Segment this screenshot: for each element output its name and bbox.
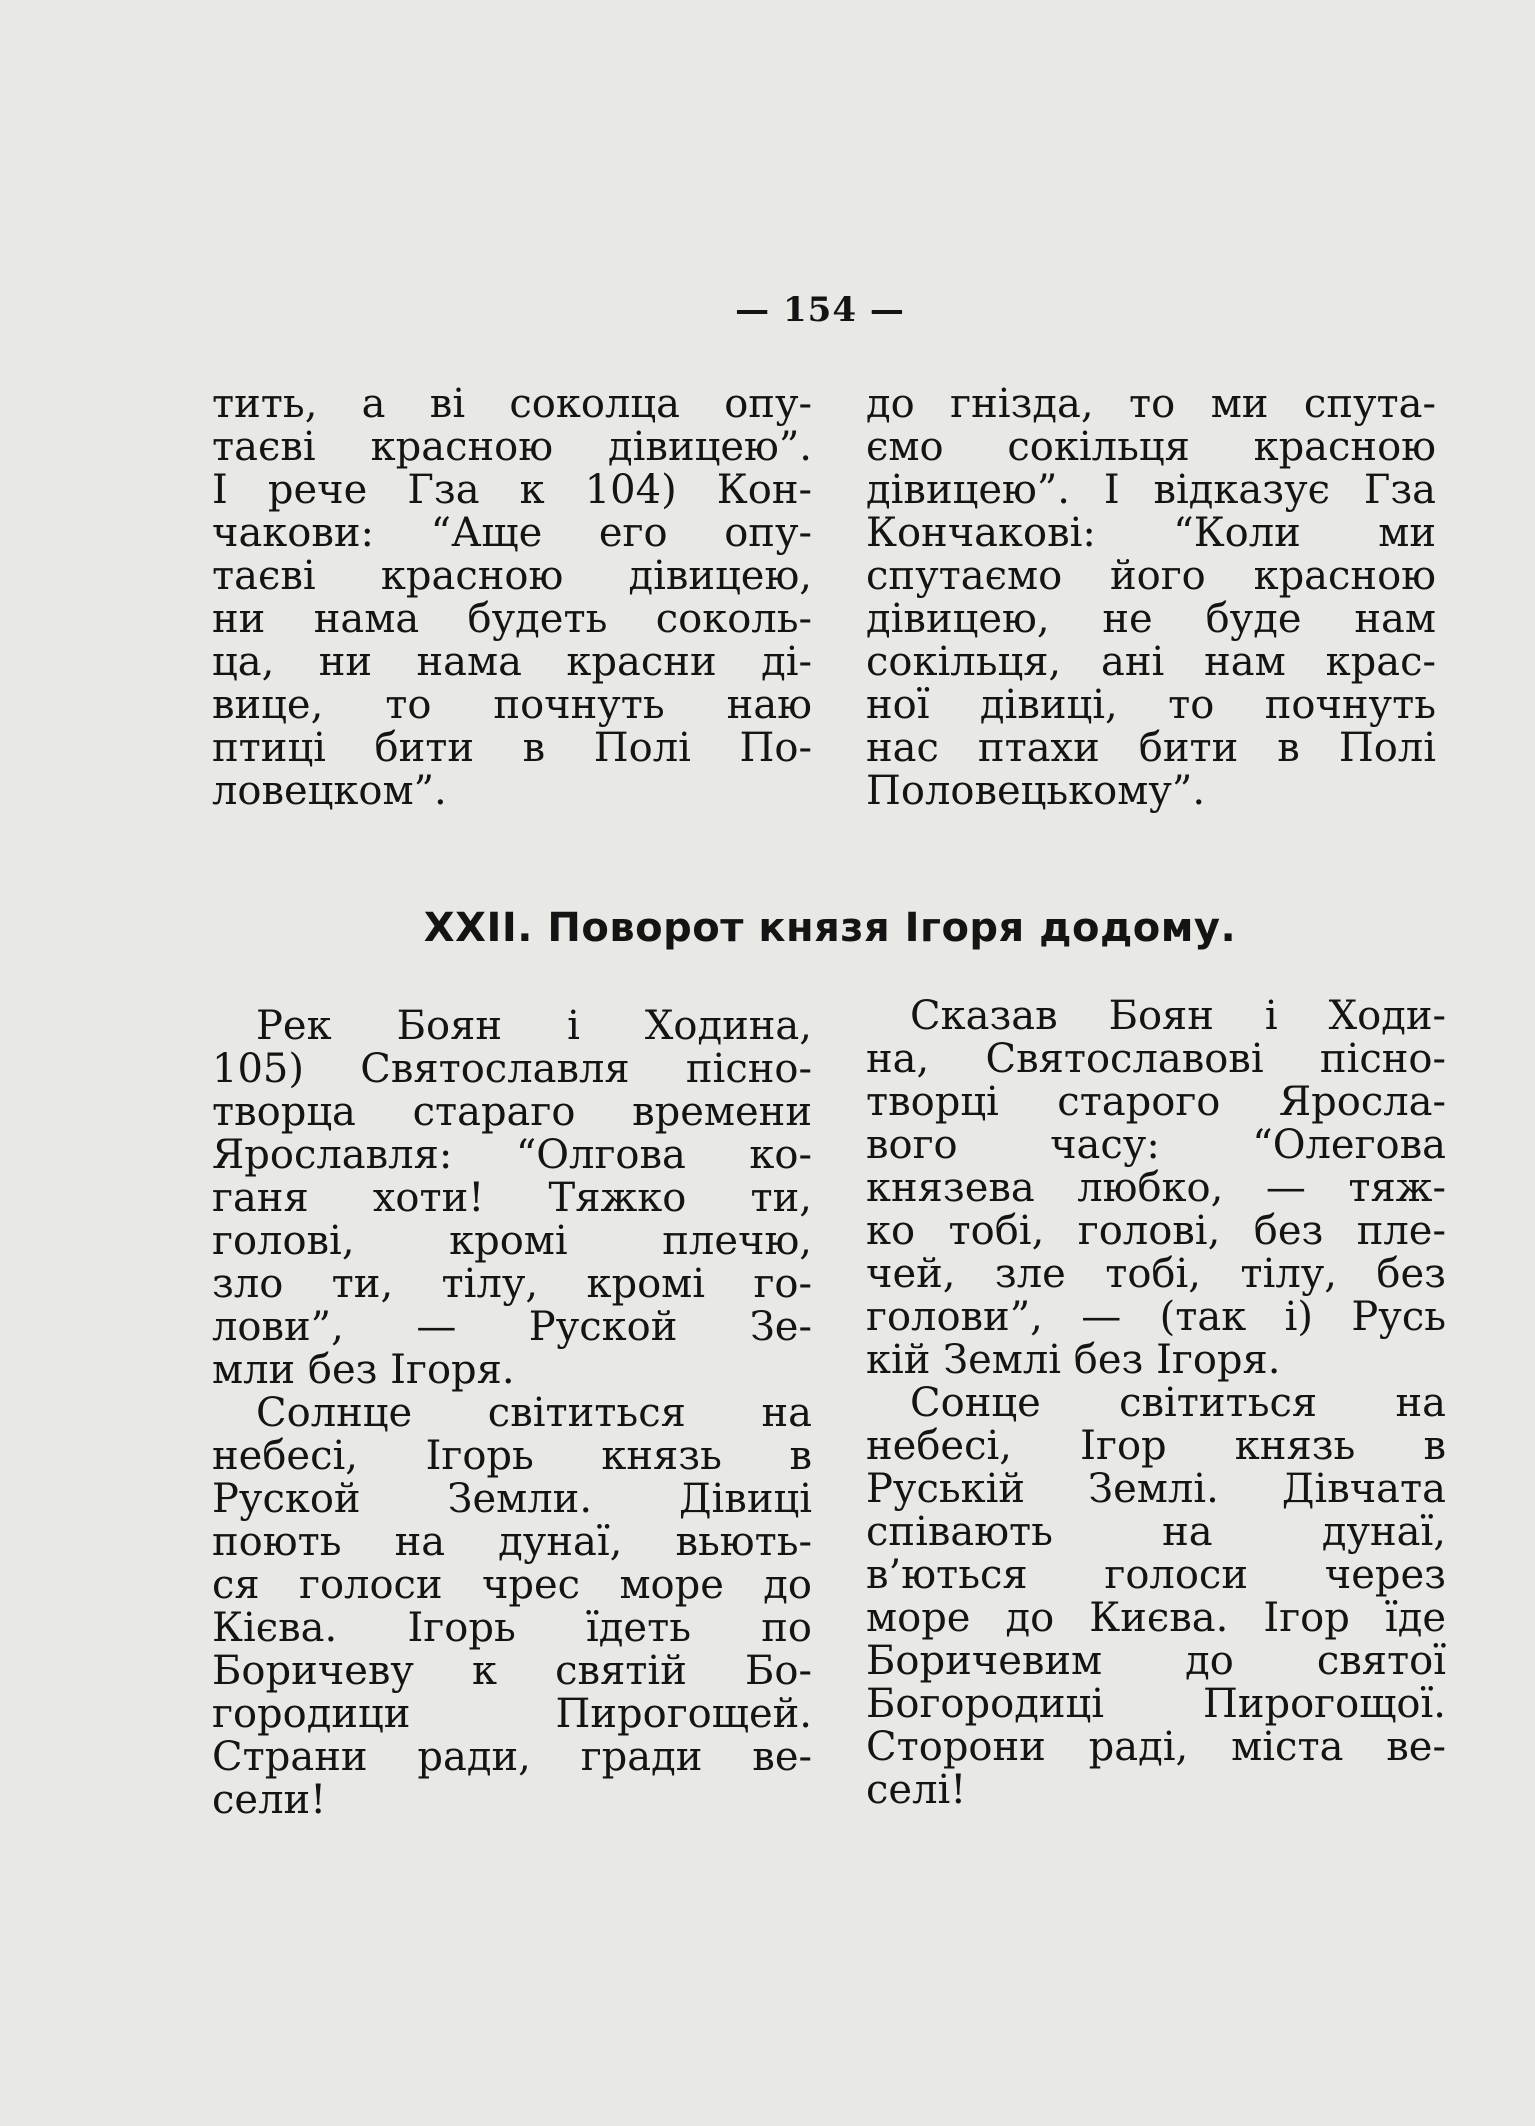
text-line: на, Святославові пісно- xyxy=(866,1036,1446,1082)
text-line: ко тобі, голові, без пле- xyxy=(866,1208,1446,1254)
text-line: Руській Землі. Дівчата xyxy=(866,1466,1446,1512)
text-line: таєві красною дівицею, xyxy=(212,553,812,599)
modern-text-column-top xyxy=(866,383,1436,813)
text-line: птиці бити в Полі По- xyxy=(212,725,812,771)
text-line: співають на дунаї, xyxy=(866,1509,1446,1555)
text-line: Кієва. Ігорь їдеть по xyxy=(212,1605,812,1651)
text-line: сокільця, ані нам крас- xyxy=(866,639,1436,685)
text-line: чакови: “Аще его опу- xyxy=(212,510,812,556)
text-line: голові, кромі плечю, xyxy=(212,1218,812,1264)
text-line: море до Києва. Ігор їде xyxy=(866,1595,1446,1641)
text-line: князева любко, — тяж- xyxy=(866,1165,1446,1211)
old-text-column-top xyxy=(212,383,812,813)
section-heading: XXII. Поворот князя Ігоря додому. xyxy=(423,905,1237,951)
text-line: дівицею, не буде нам xyxy=(866,596,1436,642)
text-line: поють на дунаї, вьють- xyxy=(212,1519,812,1565)
text-line: Боричевим до святої xyxy=(866,1638,1446,1684)
text-line: Богородиці Пирогощої. xyxy=(866,1681,1446,1727)
text-line: творца стараго времени xyxy=(212,1089,812,1135)
text-line: лови”, — Руской Зе- xyxy=(212,1304,812,1350)
text-line: ганя хоти! Тяжко ти, xyxy=(212,1175,812,1221)
text-line: ни нама будеть соколь- xyxy=(212,596,812,642)
text-line: до гнізда, то ми спута- xyxy=(866,381,1436,427)
text-line: чей, зле тобі, тілу, без xyxy=(866,1251,1446,1297)
text-line: ловецком”. xyxy=(212,768,447,814)
text-line: таєві красною дівицею”. xyxy=(212,424,812,470)
text-line: Кончакові: “Коли ми xyxy=(866,510,1436,556)
text-line: небесі, Ігорь князь в xyxy=(212,1433,812,1479)
text-line: тить, а ві соколца опу- xyxy=(212,381,812,427)
old-text-column-bottom xyxy=(212,1005,812,1822)
text-line: 105) Святославля пісно- xyxy=(212,1046,812,1092)
text-line: спутаємо його красною xyxy=(866,553,1436,599)
text-line: в’ються голоси через xyxy=(866,1552,1446,1598)
text-line: вого часу: “Олегова xyxy=(866,1122,1446,1168)
text-line: ся голоси чрес море до xyxy=(212,1562,812,1608)
text-line: Ярославля: “Олгова ко- xyxy=(212,1132,812,1178)
text-line: Руской Земли. Дівиці xyxy=(212,1476,812,1522)
modern-text-column-bottom xyxy=(866,995,1446,1812)
text-line: ної дівиці, то почнуть xyxy=(866,682,1436,728)
text-line: дівицею”. І відказує Гза xyxy=(866,467,1436,513)
text-line: Половецькому”. xyxy=(866,768,1206,814)
text-line: сели! xyxy=(212,1777,327,1823)
text-line: селі! xyxy=(866,1767,967,1813)
text-line: голови”, — (так і) Русь xyxy=(866,1294,1446,1340)
text-line: городици Пирогощей. xyxy=(212,1691,812,1737)
text-line: кій Землі без Ігоря. xyxy=(866,1337,1281,1383)
text-line: Сонце світиться на xyxy=(910,1380,1446,1426)
text-line: ца, ни нама красни ді- xyxy=(212,639,812,685)
text-line: небесі, Ігор князь в xyxy=(866,1423,1446,1469)
text-line: Боричеву к святій Бо- xyxy=(212,1648,812,1694)
text-line: Рек Боян і Ходина, xyxy=(256,1003,812,1049)
text-line: вице, то почнуть наю xyxy=(212,682,812,728)
page-number: — 154 — xyxy=(735,290,905,330)
text-line: Солнце світиться на xyxy=(256,1390,812,1436)
text-line: творці старого Яросла- xyxy=(866,1079,1446,1125)
text-line: зло ти, тілу, кромі го- xyxy=(212,1261,812,1307)
text-line: Страни ради, гради ве- xyxy=(212,1734,812,1780)
text-line: Сказав Боян і Ходи- xyxy=(910,993,1446,1039)
text-line: нас птахи бити в Полі xyxy=(866,725,1436,771)
text-line: мли без Ігоря. xyxy=(212,1347,515,1393)
text-line: Сторони раді, міста ве- xyxy=(866,1724,1446,1770)
text-line: І рече Гза к 104) Кон- xyxy=(212,467,812,513)
text-line: ємо сокільця красною xyxy=(866,424,1436,470)
